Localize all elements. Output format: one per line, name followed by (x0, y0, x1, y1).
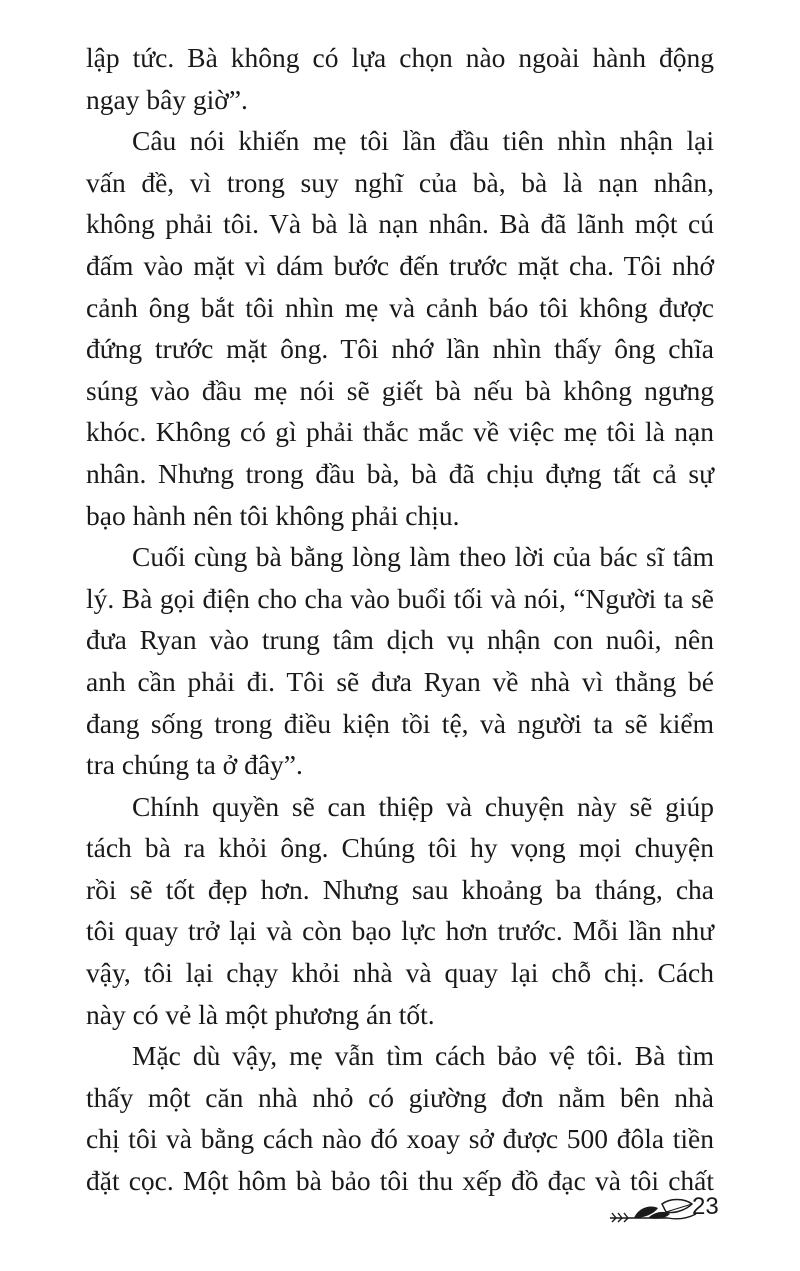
body-text (86, 37, 714, 1202)
text-line-23: vậy, tôi lại chạy khỏi nhà và quay lại chỗ chị. Cách (86, 957, 714, 989)
text-line-24: này có vẻ là một phương án tốt. (86, 998, 435, 1030)
text-line-16: anh cần phải đi. Tôi sẽ đưa Ryan về nhà vì thằng bé (86, 665, 714, 697)
text-line-1: lập tức. Bà không có lựa chọn nào ngoài hành động (86, 42, 714, 73)
text-line-15: đưa Ryan vào trung tâm dịch vụ nhận con nuôi, nên (86, 624, 714, 656)
text-line-9: súng vào đầu mẹ nói sẽ giết bà nếu bà không ngưng (86, 374, 714, 406)
text-line-26: thấy một căn nhà nhỏ có giường đơn nằm bên nhà (86, 1081, 714, 1113)
text-line-7: cảnh ông bắt tôi nhìn mẹ và cảnh báo tôi không được (86, 291, 714, 323)
text-line-17: đang sống trong điều kiện tồi tệ, và người ta sẽ kiểm (86, 707, 714, 739)
text-line-22: tôi quay trở lại và còn bạo lực hơn trước. Mỗi lần như (86, 915, 714, 947)
text-line-21: rồi sẽ tốt đẹp hơn. Nhưng sau khoảng ba tháng, cha (86, 873, 714, 905)
page-footer (600, 1190, 730, 1230)
text-line-11: nhân. Nhưng trong đầu bà, bà đã chịu đựng tất cả sự (86, 457, 714, 489)
leaf-sprig-ornament-icon (608, 1196, 700, 1224)
text-line-4: vấn đề, vì trong suy nghĩ của bà, bà là nạn nhân, (86, 166, 714, 198)
text-line-14: lý. Bà gọi điện cho cha vào buổi tối và nói, “Người ta sẽ (86, 582, 714, 614)
text-line-6: đấm vào mặt vì dám bước đến trước mặt cha. Tôi nhớ (86, 249, 714, 281)
text-line-8: đứng trước mặt ông. Tôi nhớ lần nhìn thấy ông chĩa (86, 333, 714, 365)
text-line-27: chị tôi và bằng cách nào đó xoay sở được 500 đôla tiền (86, 1123, 714, 1155)
text-line-3: Câu nói khiến mẹ tôi lần đầu tiên nhìn nhận lại (132, 125, 714, 157)
text-line-5: không phải tôi. Và bà là nạn nhân. Bà đã lãnh một cú (86, 208, 714, 240)
text-line-25: Mặc dù vậy, mẹ vẫn tìm cách bảo vệ tôi. Bà tìm (132, 1040, 714, 1072)
text-line-2: ngay bây giờ”. (86, 83, 248, 115)
text-line-13: Cuối cùng bà bằng lòng làm theo lời của bác sĩ tâm (132, 541, 714, 573)
text-line-20: tách bà ra khỏi ông. Chúng tôi hy vọng mọi chuyện (86, 832, 714, 864)
text-line-18: tra chúng ta ở đây”. (86, 749, 303, 781)
text-line-12: bạo hành nên tôi không phải chịu. (86, 499, 460, 531)
text-line-10: khóc. Không có gì phải thắc mắc về việc mẹ tôi là nạn (86, 416, 714, 448)
text-line-28: đặt cọc. Một hôm bà bảo tôi thu xếp đồ đạc và tôi chất (86, 1165, 714, 1197)
text-line-19: Chính quyền sẽ can thiệp và chuyện này sẽ giúp (132, 790, 714, 822)
page-number: 23 (692, 1193, 719, 1220)
